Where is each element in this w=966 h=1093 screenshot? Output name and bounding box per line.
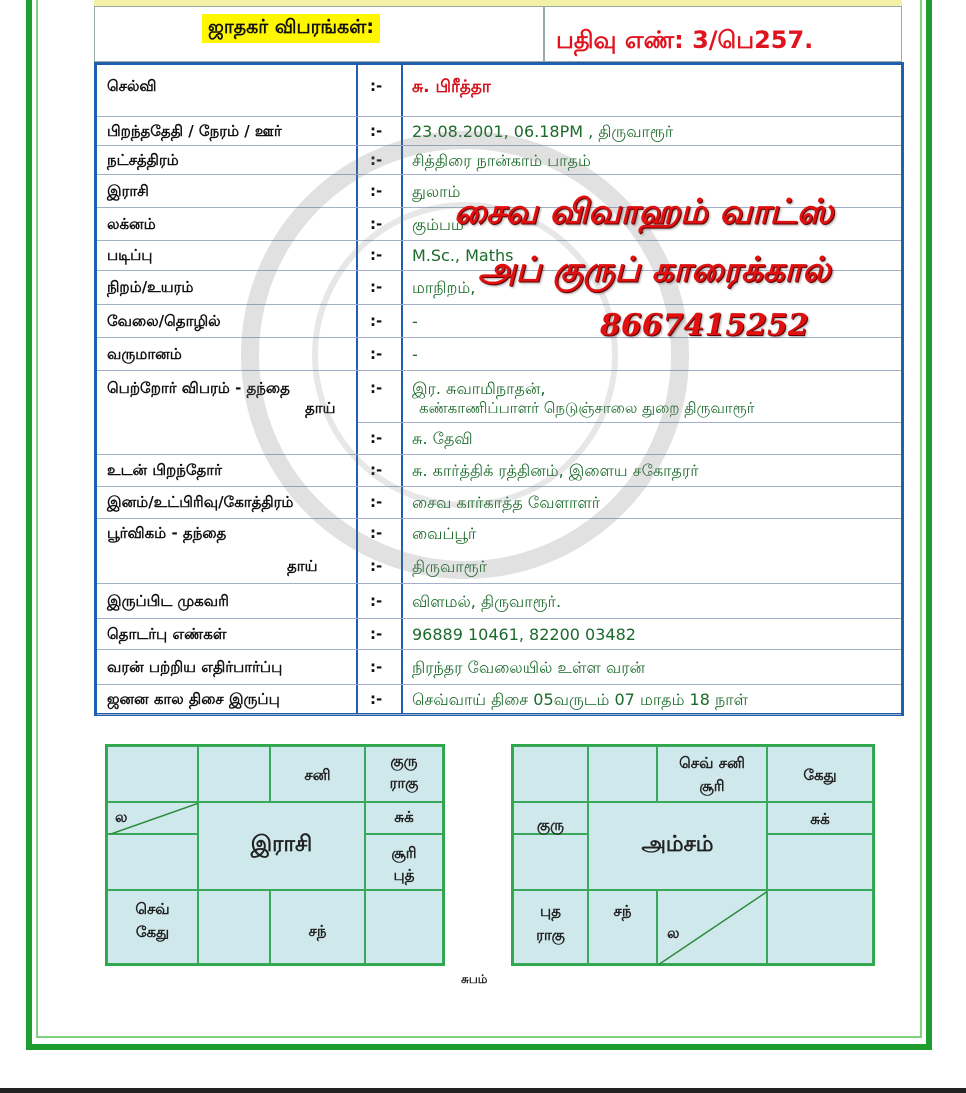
detail-label: பிறந்ததேதி / நேரம் / ஊர் — [107, 121, 282, 140]
detail-value: - — [412, 344, 418, 364]
detail-separator: :- — [370, 690, 383, 708]
amsam-planet: செவ் சனி — [679, 754, 745, 772]
amsam-planet: கேது — [803, 766, 837, 784]
detail-value: - — [412, 311, 418, 331]
detail-value: கும்பம் — [412, 214, 464, 234]
amsam-cell — [513, 746, 588, 802]
detail-row — [97, 487, 901, 519]
watermark-phone: 8667415252 — [600, 308, 809, 343]
detail-value: சு. தேவி — [412, 429, 473, 448]
detail-separator: :- — [370, 591, 383, 610]
detail-separator: :- — [370, 246, 383, 264]
detail-row — [97, 371, 901, 423]
detail-label: வேலை/தொழில் — [107, 311, 221, 330]
detail-value: செவ்வாய் திசை 05வருடம் 07 மாதம் 18 நாள் — [412, 690, 749, 709]
detail-label: நட்சத்திரம் — [107, 150, 179, 169]
rasi-planet: கேது — [135, 923, 170, 941]
detail-label: இனம்/உட்பிரிவு/கோத்திரம் — [107, 493, 294, 511]
detail-label: தொடர்பு எண்கள் — [107, 624, 227, 643]
detail-label: பெற்றோர் விபரம் - தந்தை — [107, 379, 290, 397]
detail-label: பூர்விகம் - தந்தை — [107, 524, 227, 542]
detail-separator: :- — [370, 121, 383, 140]
detail-value: விளமல், திருவாரூர். — [412, 591, 562, 611]
detail-label: உடன் பிறந்தோர் — [107, 461, 222, 479]
page-title: ஜாதகர் விபரங்கள்: — [202, 14, 380, 43]
detail-value: சைவ கார்காத்த வேளாளர் — [412, 493, 601, 512]
watermark-line2: அப் குருப் காரைக்கால் — [478, 250, 831, 290]
rasi-cell — [198, 746, 270, 802]
amsam-center-title: அம்சம் — [588, 802, 767, 890]
rasi-cell — [198, 890, 270, 964]
detail-separator: :- — [370, 461, 383, 479]
rasi-planet: சுக் — [394, 808, 414, 826]
detail-value: 23.08.2001, 06.18PM , திருவாரூர் — [412, 121, 674, 141]
amsam-planet: சூரி — [699, 777, 725, 795]
detail-value: நிரந்தர வேலையில் உள்ள வரன் — [412, 657, 646, 677]
rasi-cell — [107, 834, 198, 890]
detail-value: M.Sc., Maths — [412, 246, 514, 265]
rasi-planet: குரு — [390, 752, 418, 770]
detail-label: இராசி — [107, 181, 149, 200]
detail-label: தாய் — [305, 399, 336, 417]
amsam-cell — [767, 834, 873, 890]
watermark-line1: சைவ விவாஹம் வாட்ஸ் — [454, 192, 834, 232]
detail-separator: :- — [370, 311, 383, 330]
detail-label: வரன் பற்றிய எதிர்பார்ப்பு — [107, 657, 283, 676]
bottom-bar — [0, 1088, 966, 1093]
detail-separator: :- — [370, 429, 383, 447]
detail-row — [97, 549, 901, 584]
rasi-chart — [105, 744, 445, 966]
registration-number: பதிவு எண்: 3/பெ257. — [556, 26, 814, 54]
detail-label: நிறம்/உயரம் — [107, 278, 194, 296]
detail-value: இர. சுவாமிநாதன், — [412, 379, 546, 398]
detail-separator: :- — [370, 278, 383, 296]
amsam-planet: சுக் — [810, 810, 830, 828]
detail-row — [97, 619, 901, 650]
detail-row — [97, 146, 901, 175]
detail-label: ஜனன கால திசை இருப்பு — [107, 690, 280, 708]
detail-value: வைப்பூர் — [412, 524, 477, 543]
detail-row — [97, 423, 901, 455]
amsam-chart — [511, 744, 875, 966]
detail-separator: :- — [370, 181, 383, 200]
detail-separator: :- — [370, 493, 383, 511]
detail-value: கண்காணிப்பாளர் நெடுஞ்சாலை துறை திருவாரூர் — [419, 399, 755, 417]
detail-row — [97, 685, 901, 715]
rasi-planet: சனி — [304, 766, 331, 784]
detail-label: லக்னம் — [107, 214, 156, 233]
amsam-cell — [767, 890, 873, 964]
detail-separator: :- — [370, 556, 383, 575]
rasi-planet: செவ் — [135, 900, 170, 918]
amsam-cell — [588, 746, 657, 802]
amsam-lagna-mark: ல — [667, 924, 680, 942]
rasi-planet: சந் — [308, 922, 327, 940]
detail-separator: :- — [370, 524, 383, 542]
rasi-planet: ராகு — [389, 774, 419, 792]
amsam-cell — [513, 834, 588, 890]
detail-value: சு. கார்த்திக் ரத்தினம், இளைய சகோதரர் — [412, 461, 699, 480]
detail-separator: :- — [370, 214, 383, 233]
detail-row — [97, 455, 901, 487]
amsam-planet: ராகு — [536, 926, 565, 944]
detail-row — [97, 650, 901, 685]
detail-separator: :- — [370, 657, 383, 676]
rasi-cell — [107, 746, 198, 802]
amsam-planet: புத — [540, 902, 561, 920]
detail-value: துலாம் — [412, 181, 461, 201]
detail-value: 96889 10461, 82200 03482 — [412, 624, 636, 644]
detail-row — [97, 117, 901, 146]
detail-row — [97, 519, 901, 549]
rasi-lagna-mark: ல — [115, 808, 128, 826]
detail-row — [97, 65, 901, 117]
rasi-cell — [365, 890, 443, 964]
detail-value: திருவாரூர் — [412, 556, 487, 576]
rasi-planet: சூரி — [391, 844, 417, 862]
rasi-planet: புத் — [393, 866, 415, 884]
detail-label: தாய் — [287, 556, 318, 575]
detail-separator: :- — [370, 150, 383, 169]
details-table — [94, 62, 904, 716]
detail-separator: :- — [370, 379, 383, 397]
rasi-center-title: இராசி — [198, 802, 365, 890]
detail-row — [97, 584, 901, 619]
detail-label: இருப்பிட முகவரி — [107, 591, 229, 610]
detail-value: சு. பிரீத்தா — [412, 77, 491, 97]
detail-label: செல்வி — [107, 77, 157, 95]
detail-value: சித்திரை நான்காம் பாதம் — [412, 150, 591, 170]
detail-label: படிப்பு — [107, 246, 153, 264]
footer-subham: சுபம் — [461, 972, 488, 986]
amsam-planet: குரு — [536, 816, 565, 834]
detail-separator: :- — [370, 344, 383, 363]
detail-separator: :- — [370, 77, 383, 95]
amsam-planet: சந் — [613, 902, 632, 920]
detail-label: வருமானம் — [107, 344, 182, 363]
detail-separator: :- — [370, 624, 383, 643]
detail-value: மாநிறம், — [412, 278, 476, 297]
